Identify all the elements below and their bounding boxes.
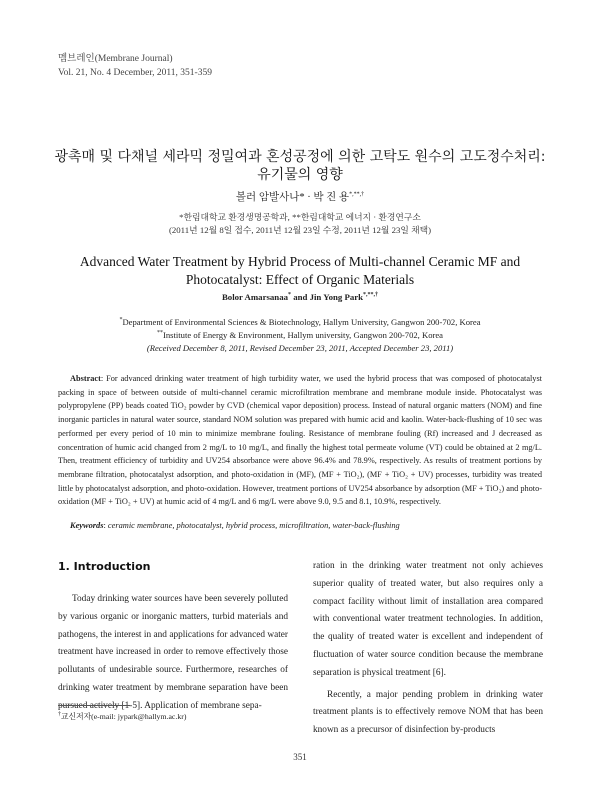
english-author2: Jin Yong Park xyxy=(309,292,364,302)
aff1-text: Department of Environmental Sciences & Biotechnology, Hallym University, Gangwon 200-702, Korea xyxy=(122,317,481,327)
intro-paragraph-3: Recently, a major pending problem in drinking water treatment plants is to effectively remove NOM that has been known as a precursor of disinfection by-products xyxy=(313,689,543,736)
page-number: 351 xyxy=(293,752,307,762)
english-title-line2: Photocatalyst: Effect of Organic Materials xyxy=(185,272,415,287)
right-column xyxy=(313,558,543,740)
korean-author2: 박 진 용 xyxy=(313,192,350,203)
korean-affiliation xyxy=(0,211,600,237)
english-author-and: and xyxy=(291,292,310,302)
english-affiliation xyxy=(0,316,600,355)
english-authors xyxy=(0,292,600,302)
english-author1-marks: * xyxy=(288,292,291,299)
korean-dates: (2011년 12월 8일 접수, 2011년 12월 23일 수정, 2011년 12월 23일 채택) xyxy=(168,225,432,235)
korean-author-sep: · xyxy=(304,192,314,203)
footnote-text: 교신저자(e-mail: jypark@hallym.ac.kr) xyxy=(61,712,187,721)
journal-volume: Vol. 21, No. 4 December, 2011, 351-359 xyxy=(58,68,212,78)
korean-title-line1: 광촉매 및 다채널 세라믹 정밀여과 혼성공정에 의한 고탁도 원수의 고도정수처리: xyxy=(54,149,546,165)
keywords xyxy=(58,521,542,530)
abstract xyxy=(58,372,542,509)
english-author1: Bolor Amarsanaa xyxy=(221,292,288,302)
keywords-text: ceramic membrane, photocatalyst, hybrid process, microfiltration, water-back-flushing xyxy=(107,521,400,530)
intro-paragraph-1: Today drinking water sources have been severely polluted by various organic or inorganic matters, turbid materials and pathogens, the interest in and applications for advanced water treatment have increased in order to remove effectively those pollutants of undesirable source. Furthermore, researches of drinking water treatment by membrane separation have been pursued actively [1-5]. Application of membrane sepa- xyxy=(58,594,288,711)
keywords-colon: : xyxy=(103,521,108,530)
keywords-label: Keywords xyxy=(70,521,104,530)
abstract-colon: : xyxy=(100,374,107,383)
journal-header xyxy=(58,52,212,80)
korean-author1: 볼러 암발사나* xyxy=(235,192,305,203)
footnote xyxy=(58,711,186,722)
english-affiliation-line2 xyxy=(0,329,600,342)
journal-name: 멤브레인(Membrane Journal) xyxy=(58,54,173,64)
english-title xyxy=(0,253,600,289)
footnote-divider xyxy=(58,705,130,706)
footnote-marker: † xyxy=(58,711,61,718)
abstract-text: For advanced drinking water treatment of high turbidity water, we used the hybrid process that was composed of photocatalyst packing in space of between outside of multi-channel ceramic microfiltration membrane and membrane module inside. Photocatalyst was polypropylene (PP) beads coated TiO₂ powder by CVD (chemical vapor deposition) process. Instead of natural organic matters (NOM) and fine inorganic particles in natural water source, standard NOM solution was prepared with humic acid and kaolin. Water-back-flushing of 10 sec was performed per every period of 10 min to minimize membrane fouling. Resistance of membrane fouling (Rf) increased and J decreased as concentration of humic acid changed from 2 mg/L to 10 mg/L, and finally the highest total permeate volume (VT) could be obtained at 2 mg/L. Then, treatment efficiency of turbidity and UV254 absorbance were above 96.4% and 78.9%, respectively. As results of treatment portions by membrane filtration, photocatalyst adsorption, and photo-oxidation in (MF), (MF + TiO₂), (MF + TiO₂ + UV) processes, turbidity was treated little by photocatalyst adsorption, and photo-oxidation. However, treatment portions of UV254 absorbance by adsorption (MF + TiO₂) and photo-oxidation (MF + TiO₂ + UV) at humic acid of 4 mg/L and 6 mg/L were above 9.0, 9.5 and 8.1, 10.9%, respectively. xyxy=(58,374,542,507)
english-title-line1: Advanced Water Treatment by Hybrid Process of Multi-channel Ceramic MF and xyxy=(79,254,521,269)
korean-author2-marks: *,**,† xyxy=(349,191,365,198)
section-heading: 1. Introduction xyxy=(58,560,151,573)
english-author2-marks: *,**,† xyxy=(363,292,379,299)
english-dates: (Received December 8, 2011, Revised December 23, 2011, Accepted December 23, 2011) xyxy=(146,343,454,353)
korean-title xyxy=(0,148,600,184)
english-affiliation-line1 xyxy=(0,316,600,329)
korean-authors xyxy=(0,189,600,204)
aff1-mark: * xyxy=(119,317,123,324)
aff2-text: Institute of Energy & Environment, Hallym university, Gangwon 200-702, Korea xyxy=(163,330,443,340)
aff2-mark: ** xyxy=(157,330,164,337)
korean-title-line2: 유기물의 영향 xyxy=(257,167,343,183)
korean-affiliation-line1: *한림대학교 환경생명공학과, **한림대학교 에너지 · 환경연구소 xyxy=(179,212,421,222)
abstract-label: Abstract xyxy=(70,374,101,383)
left-column xyxy=(58,560,288,716)
intro-paragraph-2: ration in the drinking water treatment not only achieves superior quality of treated water, but also requires only a compact facility without limit of installation area compared with conventional water treatment technologies. In addition, the quality of treated water is excellent and independent of fluctuation of water source condition because the membrane separation is physical treatment [6]. xyxy=(313,561,543,678)
